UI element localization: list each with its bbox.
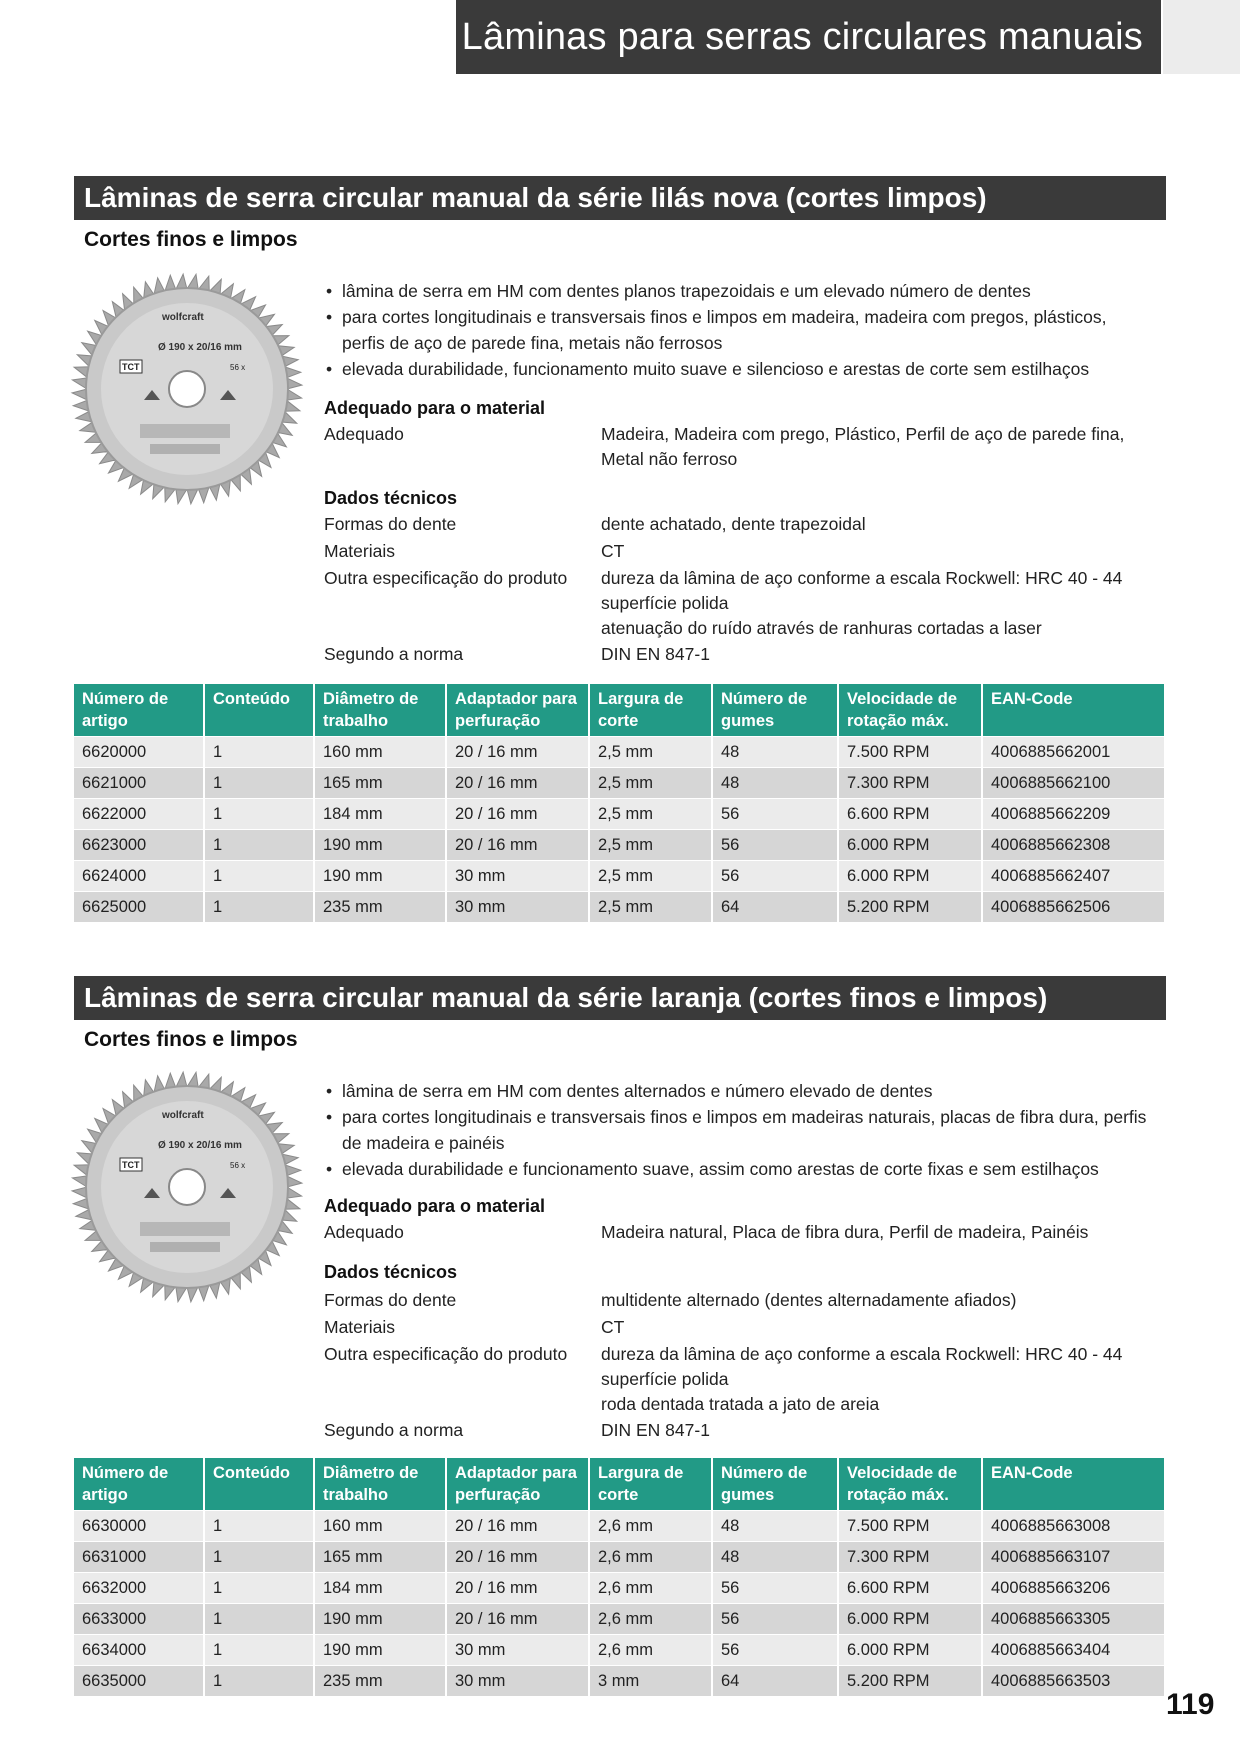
- spec-value: CT: [601, 1317, 625, 1337]
- table-cell: 4006885663305: [982, 1604, 1164, 1635]
- table-cell: 4006885662308: [982, 830, 1164, 861]
- table-cell: 165 mm: [314, 1542, 446, 1573]
- spec-label: Materiais: [324, 541, 395, 561]
- table-row: [74, 1604, 1164, 1635]
- spec-value-line: Metal não ferroso: [601, 449, 738, 469]
- table-row: [74, 1511, 1164, 1542]
- tech-heading: Dados técnicos: [324, 1262, 458, 1282]
- table-cell: 1: [204, 1635, 314, 1666]
- table-cell: 6621000: [74, 768, 204, 799]
- table-cell: 160 mm: [314, 1511, 446, 1542]
- table-cell: 6634000: [74, 1635, 204, 1666]
- column-header: [74, 1458, 204, 1511]
- table-row: [74, 830, 1164, 861]
- column-header-line: Adaptador para: [455, 1464, 577, 1482]
- table-cell: 30 mm: [446, 1666, 589, 1697]
- table-cell: 20 / 16 mm: [446, 768, 589, 799]
- table-cell: 1: [204, 1511, 314, 1542]
- column-header-line: Conteúdo: [213, 690, 290, 708]
- spec-label: Adequado: [324, 424, 404, 444]
- feature-item: • lâmina de serra em HM com dentes planos trapezoidais e um elevado número de dentes: [324, 278, 1154, 304]
- table-cell: 6635000: [74, 1666, 204, 1697]
- column-header-line: perfuração: [455, 1486, 541, 1504]
- column-header-line: Número de: [721, 1464, 808, 1482]
- blade-size-text: Ø 190 x 20/16 mm: [158, 342, 242, 353]
- table-cell: 6.600 RPM: [838, 1573, 982, 1604]
- table-cell: 30 mm: [446, 861, 589, 892]
- table-cell: 160 mm: [314, 737, 446, 768]
- table-cell: 20 / 16 mm: [446, 1573, 589, 1604]
- spec-value-line: Madeira, Madeira com prego, Plástico, Perfil de aço de parede fina,: [601, 424, 1125, 444]
- table-cell: 4006885663206: [982, 1573, 1164, 1604]
- blade-tct-text: TCT: [122, 1160, 140, 1170]
- table-cell: 56: [712, 861, 838, 892]
- column-header: [74, 684, 204, 737]
- section-title: Lâminas de serra circular manual da série lilás nova (cortes limpos): [74, 176, 1166, 220]
- table-cell: 6.000 RPM: [838, 861, 982, 892]
- column-header: [712, 1458, 838, 1511]
- table-cell: 1: [204, 737, 314, 768]
- table-cell: 4006885662100: [982, 768, 1164, 799]
- table-cell: 4006885663107: [982, 1542, 1164, 1573]
- column-header-line: trabalho: [323, 1486, 389, 1504]
- table-cell: 6632000: [74, 1573, 204, 1604]
- spec-value: [601, 566, 1161, 641]
- table-cell: 190 mm: [314, 861, 446, 892]
- table-row: [74, 1573, 1164, 1604]
- column-header-line: Largura de: [598, 1464, 684, 1482]
- table-cell: 165 mm: [314, 768, 446, 799]
- table-cell: 2,5 mm: [589, 830, 712, 861]
- table-cell: 1: [204, 1666, 314, 1697]
- section-subtitle: Cortes finos e limpos: [84, 228, 298, 251]
- table-cell: 190 mm: [314, 830, 446, 861]
- table-cell: 1: [204, 861, 314, 892]
- table-cell: 56: [712, 1604, 838, 1635]
- table-cell: 5.200 RPM: [838, 1666, 982, 1697]
- table-cell: 6625000: [74, 892, 204, 923]
- table-cell: 1: [204, 768, 314, 799]
- table-header-row: [74, 1458, 1164, 1511]
- table-cell: 2,5 mm: [589, 799, 712, 830]
- table-cell: 1: [204, 830, 314, 861]
- spec-value-line: dureza da lâmina de aço conforme a escala Rockwell: HRC 40 - 44: [601, 568, 1123, 588]
- column-header: [589, 684, 712, 737]
- column-header-line: Adaptador para: [455, 690, 577, 708]
- column-header-line: artigo: [82, 1486, 128, 1504]
- spec-value: DIN EN 847-1: [601, 644, 710, 664]
- spec-value: [601, 1342, 1161, 1417]
- material-heading: Adequado para o material: [324, 398, 546, 418]
- table-cell: 2,6 mm: [589, 1542, 712, 1573]
- blade-teeth-text: 56 x: [230, 1161, 246, 1170]
- table-cell: 7.300 RPM: [838, 768, 982, 799]
- table-cell: 2,5 mm: [589, 768, 712, 799]
- material-heading: Adequado para o material: [324, 1196, 546, 1216]
- table-cell: 20 / 16 mm: [446, 737, 589, 768]
- column-header-line: Diâmetro de: [323, 690, 419, 708]
- table-cell: 4006885663404: [982, 1635, 1164, 1666]
- spec-label: Materiais: [324, 1317, 395, 1337]
- table-cell: 56: [712, 1635, 838, 1666]
- table-cell: 190 mm: [314, 1635, 446, 1666]
- table-cell: 6622000: [74, 799, 204, 830]
- table-cell: 20 / 16 mm: [446, 1511, 589, 1542]
- table-cell: 56: [712, 1573, 838, 1604]
- table-cell: 7.500 RPM: [838, 737, 982, 768]
- table-cell: 48: [712, 1511, 838, 1542]
- blade-teeth-text: 56 x: [230, 363, 246, 372]
- column-header-line: Conteúdo: [213, 1464, 290, 1482]
- spec-value-line: superfície polida: [601, 1369, 729, 1389]
- table-cell: 7.500 RPM: [838, 1511, 982, 1542]
- column-header-line: perfuração: [455, 712, 541, 730]
- column-header-line: corte: [598, 1486, 639, 1504]
- table-cell: 6.600 RPM: [838, 799, 982, 830]
- feature-item: • elevada durabilidade e funcionamento suave, assim como arestas de corte fixas e sem estilhaços: [324, 1156, 1154, 1182]
- feature-item: • lâmina de serra em HM com dentes alternados e número elevado de dentes: [324, 1078, 1154, 1104]
- table-cell: 2,6 mm: [589, 1573, 712, 1604]
- column-header-line: trabalho: [323, 712, 389, 730]
- column-header-line: Largura de: [598, 690, 684, 708]
- blade-tct-text: TCT: [122, 362, 140, 372]
- table-cell: 64: [712, 892, 838, 923]
- table-cell: 4006885663503: [982, 1666, 1164, 1697]
- spec-label: Formas do dente: [324, 1290, 457, 1310]
- column-header: [446, 1458, 589, 1511]
- column-header-line: Velocidade de: [847, 690, 958, 708]
- feature-item: • para cortes longitudinais e transversais finos e limpos em madeiras naturais, placas de fibra dura, perfis de madeira e painéis: [324, 1104, 1154, 1156]
- table-cell: 4006885662001: [982, 737, 1164, 768]
- table-cell: 30 mm: [446, 1635, 589, 1666]
- column-header-line: artigo: [82, 712, 128, 730]
- table-cell: 2,6 mm: [589, 1604, 712, 1635]
- column-header-line: EAN-Code: [991, 1464, 1073, 1482]
- table-cell: 20 / 16 mm: [446, 799, 589, 830]
- column-header: [982, 684, 1164, 737]
- table-cell: 1: [204, 1573, 314, 1604]
- table-cell: 6620000: [74, 737, 204, 768]
- table-cell: 6.000 RPM: [838, 1635, 982, 1666]
- table-cell: 56: [712, 799, 838, 830]
- table-cell: 6633000: [74, 1604, 204, 1635]
- spec-value: multidente alternado (dentes alternadamente afiados): [601, 1290, 1017, 1310]
- blade-brand-text: wolfcraft: [162, 1110, 204, 1121]
- table-cell: 5.200 RPM: [838, 892, 982, 923]
- table-row: [74, 892, 1164, 923]
- table-cell: 2,5 mm: [589, 737, 712, 768]
- table-cell: 6623000: [74, 830, 204, 861]
- spec-value: DIN EN 847-1: [601, 1420, 710, 1440]
- column-header-line: Número de: [82, 690, 169, 708]
- tech-heading: Dados técnicos: [324, 488, 458, 508]
- feature-item: • para cortes longitudinais e transversais finos e limpos em madeira, madeira com pregos, plásticos, perfis de aço de parede fina, metais não ferrosos: [324, 304, 1154, 356]
- column-header: [982, 1458, 1164, 1511]
- table-cell: 6624000: [74, 861, 204, 892]
- column-header: [446, 684, 589, 737]
- feature-list: [324, 1078, 1154, 1182]
- table-cell: 7.300 RPM: [838, 1542, 982, 1573]
- table-row: [74, 1635, 1164, 1666]
- table-cell: 4006885662407: [982, 861, 1164, 892]
- table-row: [74, 1666, 1164, 1697]
- table-cell: 20 / 16 mm: [446, 1604, 589, 1635]
- column-header-line: Velocidade de: [847, 1464, 958, 1482]
- saw-blade-image: [70, 1070, 304, 1304]
- table-cell: 184 mm: [314, 799, 446, 830]
- table-cell: 6630000: [74, 1511, 204, 1542]
- column-header-line: rotação máx.: [847, 712, 949, 730]
- feature-list: [324, 278, 1154, 382]
- table-cell: 2,6 mm: [589, 1635, 712, 1666]
- spec-label: Segundo a norma: [324, 1420, 464, 1440]
- feature-item: • elevada durabilidade, funcionamento muito suave e silencioso e arestas de corte sem estilhaços: [324, 356, 1154, 382]
- table-cell: 2,5 mm: [589, 861, 712, 892]
- column-header: [314, 684, 446, 737]
- spec-value: [601, 422, 1161, 472]
- table-cell: 56: [712, 830, 838, 861]
- table-cell: 6.000 RPM: [838, 1604, 982, 1635]
- table-cell: 3 mm: [589, 1666, 712, 1697]
- table-cell: 4006885663008: [982, 1511, 1164, 1542]
- column-header-line: Número de: [82, 1464, 169, 1482]
- spec-value-line: superfície polida: [601, 593, 729, 613]
- table-cell: 235 mm: [314, 892, 446, 923]
- table-cell: 48: [712, 1542, 838, 1573]
- column-header: [314, 1458, 446, 1511]
- spec-value-line: roda dentada tratada a jato de areia: [601, 1394, 880, 1414]
- table-cell: 2,5 mm: [589, 892, 712, 923]
- table-cell: 48: [712, 768, 838, 799]
- table-cell: 4006885662506: [982, 892, 1164, 923]
- table-row: [74, 861, 1164, 892]
- table-cell: 1: [204, 1604, 314, 1635]
- table-cell: 184 mm: [314, 1573, 446, 1604]
- spec-value-line: atenuação do ruído através de ranhuras cortadas a laser: [601, 618, 1042, 638]
- page-number: 119: [1166, 1688, 1215, 1721]
- table-header-row: [74, 684, 1164, 737]
- table-row: [74, 799, 1164, 830]
- column-header-line: Diâmetro de: [323, 1464, 419, 1482]
- section-title: Lâminas de serra circular manual da série laranja (cortes finos e limpos): [74, 976, 1166, 1020]
- table-cell: 30 mm: [446, 892, 589, 923]
- saw-blade-image: [70, 272, 304, 506]
- product-table: [74, 684, 1164, 922]
- table-cell: 20 / 16 mm: [446, 1542, 589, 1573]
- table-cell: 6631000: [74, 1542, 204, 1573]
- spec-label: Outra especificação do produto: [324, 1344, 568, 1364]
- column-header-line: Número de: [721, 690, 808, 708]
- spec-value: CT: [601, 541, 625, 561]
- column-header: [712, 684, 838, 737]
- column-header-line: gumes: [721, 1486, 775, 1504]
- spec-label: Segundo a norma: [324, 644, 464, 664]
- table-row: [74, 1542, 1164, 1573]
- column-header-line: corte: [598, 712, 639, 730]
- table-cell: 20 / 16 mm: [446, 830, 589, 861]
- column-header-line: EAN-Code: [991, 690, 1073, 708]
- table-cell: 2,6 mm: [589, 1511, 712, 1542]
- column-header-line: gumes: [721, 712, 775, 730]
- page-header-title: Lâminas para serras circulares manuais: [456, 0, 1161, 74]
- spec-value-line: dureza da lâmina de aço conforme a escala Rockwell: HRC 40 - 44: [601, 1344, 1123, 1364]
- spec-label: Outra especificação do produto: [324, 568, 568, 588]
- table-cell: 1: [204, 892, 314, 923]
- column-header: [589, 1458, 712, 1511]
- spec-label: Formas do dente: [324, 514, 457, 534]
- table-cell: 1: [204, 1542, 314, 1573]
- table-cell: 190 mm: [314, 1604, 446, 1635]
- column-header: [838, 684, 982, 737]
- blade-size-text: Ø 190 x 20/16 mm: [158, 1140, 242, 1151]
- header-tab: [1163, 0, 1240, 74]
- table-row: [74, 768, 1164, 799]
- blade-brand-text: wolfcraft: [162, 312, 204, 323]
- section-subtitle: Cortes finos e limpos: [84, 1028, 298, 1051]
- spec-value: dente achatado, dente trapezoidal: [601, 514, 866, 534]
- column-header: [838, 1458, 982, 1511]
- column-header: [204, 1458, 314, 1511]
- table-cell: 4006885662209: [982, 799, 1164, 830]
- table-row: [74, 737, 1164, 768]
- table-cell: 1: [204, 799, 314, 830]
- spec-value: Madeira natural, Placa de fibra dura, Perfil de madeira, Painéis: [601, 1222, 1089, 1242]
- column-header-line: rotação máx.: [847, 1486, 949, 1504]
- spec-label: Adequado: [324, 1222, 404, 1242]
- table-cell: 64: [712, 1666, 838, 1697]
- product-table: [74, 1458, 1164, 1696]
- table-cell: 48: [712, 737, 838, 768]
- table-cell: 235 mm: [314, 1666, 446, 1697]
- table-cell: 6.000 RPM: [838, 830, 982, 861]
- column-header: [204, 684, 314, 737]
